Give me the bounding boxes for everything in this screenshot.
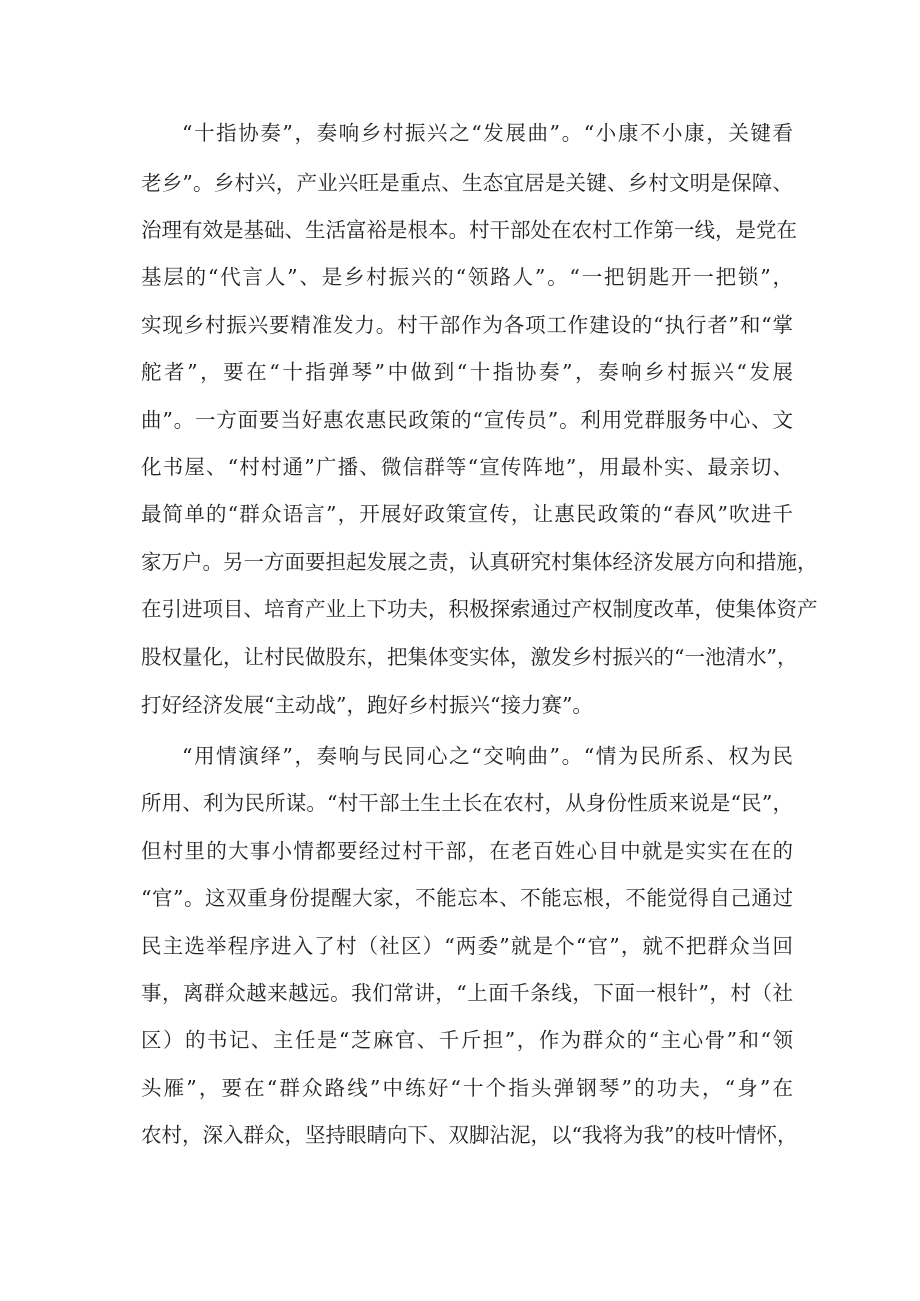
text-line: 农村，深入群众，坚持眼睛向下、双脚沾泥，以“我将为我”的枝叶情怀， bbox=[141, 1123, 798, 1147]
text-line: 化书屋、“村村通”广播、微信群等“宣传阵地”，用最朴实、最亲切、 bbox=[141, 455, 793, 479]
text-line: 基层的“代言人”、是乡村振兴的“领路人”。“一把钥匙开一把锁”， bbox=[141, 265, 793, 289]
text-line: 曲”。一方面要当好惠农惠民政策的“宣传员”。利用党群服务中心、文 bbox=[141, 408, 793, 432]
text-line: 老乡”。乡村兴，产业兴旺是重点、生态宜居是关键、乡村文明是保障、 bbox=[141, 171, 793, 195]
text-line: 区）的书记、主任是“芝麻官、千斤担”，作为群众的“主心骨”和“领 bbox=[141, 1028, 793, 1052]
text-line: 事，离群众越来越远。我们常讲，“上面千条线，下面一根针”，村（社 bbox=[141, 981, 793, 1005]
text-line: “十指协奏”，奏响乡村振兴之“发展曲”。“小康不小康，关键看 bbox=[182, 121, 793, 145]
text-line: 但村里的大事小情都要经过村干部，在老百姓心目中就是实实在在的 bbox=[141, 839, 793, 863]
text-line: 在引进项目、培育产业上下功夫，积极探索通过产权制度改革，使集体资产 bbox=[141, 597, 818, 621]
text-line: “官”。这双重身份提醒大家，不能忘本、不能忘根，不能觉得自己通过 bbox=[141, 886, 793, 910]
text-line: 民主选举程序进入了村（社区）“两委”就是个“官”，就不把群众当回 bbox=[141, 934, 793, 958]
text-line: “用情演绎”，奏响与民同心之“交响曲”。“情为民所系、权为民 bbox=[182, 744, 793, 768]
text-line: 所用、利为民所谋。“村干部土生土长在农村，从身份性质来说是“民”， bbox=[141, 791, 793, 815]
text-line: 头雁”，要在“群众路线”中练好“十个指头弹钢琴”的功夫，“身”在 bbox=[141, 1076, 793, 1100]
text-line: 打好经济发展“主动战”，跑好乡村振兴“接力赛”。 bbox=[141, 693, 593, 717]
text-line: 舵者”，要在“十指弹琴”中做到“十指协奏”，奏响乡村振兴“发展 bbox=[141, 360, 793, 384]
text-line: 股权量化，让村民做股东，把集体变实体，激发乡村振兴的“一池清水”， bbox=[141, 645, 798, 669]
text-line: 实现乡村振兴要精准发力。村干部作为各项工作建设的“执行者”和“掌 bbox=[141, 313, 793, 337]
text-line: 最简单的“群众语言”，开展好政策宣传，让惠民政策的“春风”吹进千 bbox=[141, 502, 793, 526]
text-line: 家万户。另一方面要担起发展之责，认真研究村集体经济发展方向和措施， bbox=[141, 550, 818, 574]
text-line: 治理有效是基础、生活富裕是根本。村干部处在农村工作第一线，是党在 bbox=[141, 218, 797, 242]
